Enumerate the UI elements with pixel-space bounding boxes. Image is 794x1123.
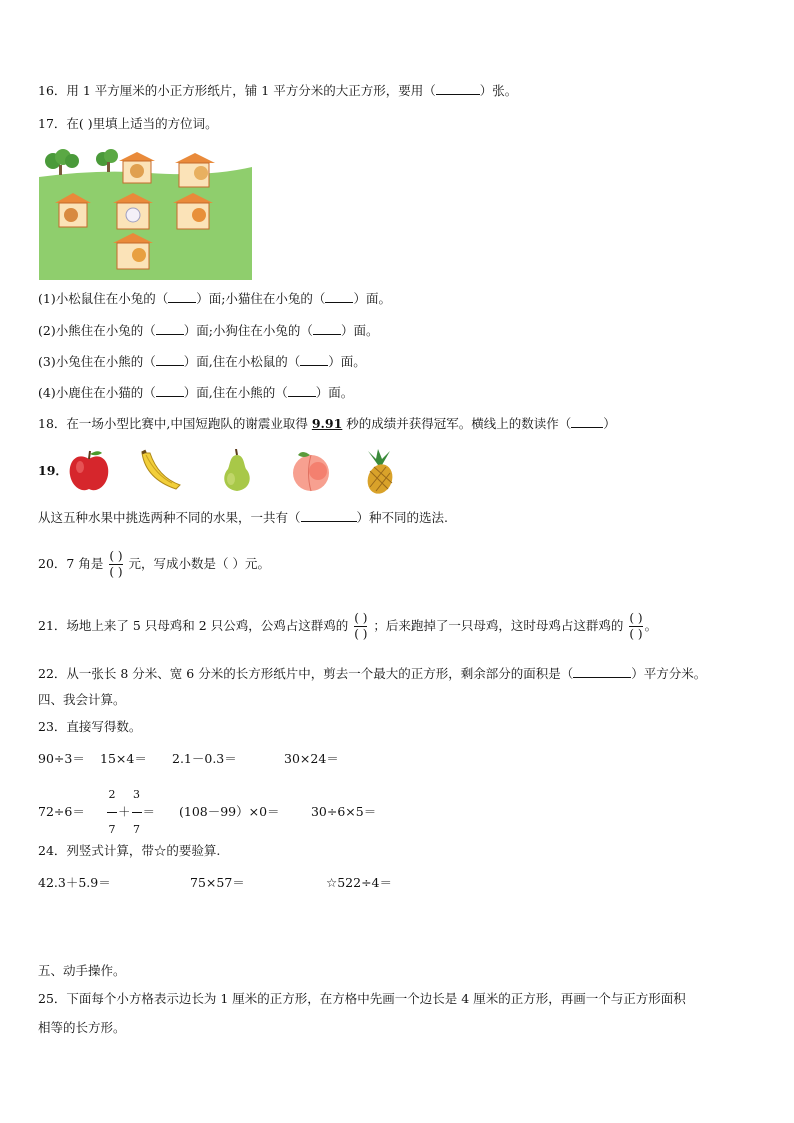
peach-icon	[288, 449, 334, 493]
answer-blank[interactable]	[288, 384, 316, 397]
animal-houses-picture	[39, 147, 252, 280]
question-25-line-1: 25．下面每个小方格表示边长为 1 厘米的正方形，在方格中先画一个边长是 4 厘米的正方形，再画一个与正方形面积	[38, 991, 686, 1006]
answer-blank[interactable]	[571, 415, 603, 428]
answer-blank[interactable]	[300, 353, 328, 366]
question-18: 18．在一场小型比赛中,中国短跑队的谢震业取得 9.91 秒的成绩并获得冠军。横线上的数读作（ ）	[38, 416, 616, 431]
question-20: 20．7 角是 $\frac{( )}{( )}$ 元，写成小数是（ ）元。	[38, 549, 270, 579]
section-4-heading: 四、我会计算。	[38, 692, 126, 707]
question-24-items: 42.3＋5.9＝ 75×57＝ ☆522÷4＝	[38, 875, 392, 890]
answer-blank[interactable]	[168, 290, 196, 303]
question-17-item-2: (2)小熊住在小兔的（ ）面;小狗住在小兔的（ ）面。	[38, 323, 379, 338]
answer-blank[interactable]	[436, 82, 480, 95]
question-16: 16．用 1 平方厘米的小正方形纸片，铺 1 平方分米的大正方形，要用（ ）张。	[38, 83, 518, 98]
question-24-title: 24．列竖式计算，带☆的要验算.	[38, 843, 221, 858]
question-17-title: 17．在( )里填上适当的方位词。	[38, 116, 218, 131]
fraction-blank[interactable]: $\frac{( )}{( )}$	[109, 549, 123, 579]
question-23-row-2: 72÷6＝ $\frac{2}{7}$ ＋ $\frac{3}{7}$ ＝ (108－99）×0＝ 30÷6×5＝	[38, 778, 376, 847]
banana-icon	[136, 449, 184, 493]
question-19-label: 19．	[38, 463, 68, 478]
question-17-item-4: (4)小鹿住在小猫的（ ）面,住在小熊的（ ）面。	[38, 385, 354, 400]
answer-blank[interactable]	[313, 322, 341, 335]
question-25-line-2: 相等的长方形。	[38, 1020, 126, 1035]
question-23-row-1: 90÷3＝ 15×4＝ 2.1－0.3＝ 30×24＝	[38, 751, 339, 766]
fraction-blank[interactable]: $\frac{( )}{( )}$	[354, 611, 368, 641]
answer-blank[interactable]	[301, 509, 357, 522]
apple-icon	[66, 449, 112, 493]
question-19: 从这五种水果中挑选两种不同的水果，一共有（ ）种不同的选法.	[38, 510, 448, 525]
answer-blank[interactable]	[156, 322, 184, 335]
question-17-item-3: (3)小兔住在小熊的（ ）面,住在小松鼠的（ ）面。	[38, 354, 366, 369]
question-21: 21．场地上来了 5 只母鸡和 2 只公鸡，公鸡占这群鸡的 $\frac{( )}{( )}$ ；后来跑掉了一只母鸡，这时母鸡占这群鸡的 $\frac{( )}{( )}$ 。	[38, 611, 658, 641]
answer-blank[interactable]	[573, 665, 631, 678]
question-23-title: 23．直接写得数。	[38, 719, 142, 734]
animal-houses-illustration	[39, 147, 252, 280]
pineapple-icon	[356, 449, 402, 495]
fraction-2-7: $\frac{2}{7}$	[108, 788, 116, 836]
question-17-item-1: (1)小松鼠住在小兔的（ ）面;小猫住在小兔的（ ）面。	[38, 291, 391, 306]
question-22: 22．从一张长 8 分米、宽 6 分米的长方形纸片中，剪去一个最大的正方形，剩余部分的面积是（ ）平方分米。	[38, 666, 707, 681]
answer-blank[interactable]	[156, 384, 184, 397]
fraction-3-7: $\frac{3}{7}$	[133, 788, 140, 836]
fraction-blank[interactable]: $\frac{( )}{( )}$	[629, 611, 643, 641]
section-5-heading: 五、动手操作。	[38, 963, 126, 978]
underlined-number: 9.91	[311, 416, 343, 431]
pear-icon	[214, 449, 260, 493]
answer-blank[interactable]	[156, 353, 184, 366]
answer-blank[interactable]	[325, 290, 353, 303]
